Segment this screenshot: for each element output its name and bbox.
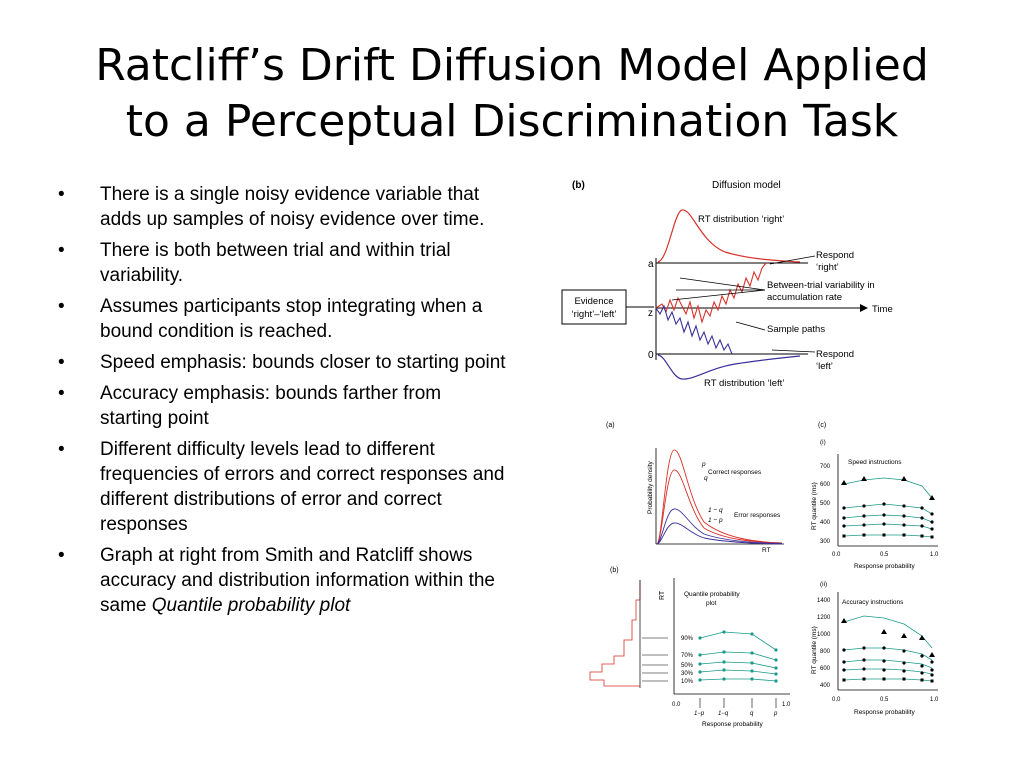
x-mark-label: 1−p <box>694 711 705 717</box>
bullet-item <box>58 238 508 288</box>
x-tick-label: 0.0 <box>832 552 841 558</box>
y-tick-label: 600 <box>820 482 831 488</box>
bullet-glyph: • <box>58 352 65 373</box>
bullet-item <box>58 381 508 431</box>
x-tick-label: 1.0 <box>782 702 791 708</box>
bullet-text: There is a single noisy evidence variable that adds up samples of noisy evidence over time. <box>100 184 485 230</box>
bullet-text: Assumes participants stop integrating when a bound condition is reached. <box>100 296 483 342</box>
x-tick-label: 0.0 <box>672 702 681 708</box>
density-1q-label: 1 − q <box>708 507 723 514</box>
bullet-text: Graph at right from Smith and Ratcliff shows accuracy and distribution information within the same <box>100 545 495 616</box>
density-figure <box>604 418 794 558</box>
bullet-item <box>58 350 508 375</box>
panel-label: (b) <box>610 567 619 574</box>
y-tick-label: 400 <box>820 683 831 689</box>
bullet-glyph: • <box>58 184 65 205</box>
quantile-arrows <box>642 638 668 681</box>
schematic-points <box>698 630 777 682</box>
variability-arrow <box>672 290 765 300</box>
density-ylabel: Probability density <box>647 461 654 514</box>
bound-a-label: a <box>648 259 654 270</box>
correct-density-p <box>657 450 782 544</box>
speed-ylabel: RT quantile (ms) <box>811 482 818 530</box>
speed-xlabel: Response probability <box>854 563 915 570</box>
probability-arrows <box>700 698 776 708</box>
respond-left-arrow <box>772 350 815 352</box>
bound-0-label: 0 <box>648 350 654 361</box>
quantile-label: 30% <box>681 671 694 677</box>
x-tick-label: 0.0 <box>832 697 841 703</box>
y-tick-label: 1400 <box>817 598 831 604</box>
quantile-label: 70% <box>681 653 694 659</box>
time-label: Time <box>872 304 893 315</box>
rt-left-label: RT distribution ‘left’ <box>704 378 785 389</box>
x-mark-label: p <box>774 711 778 717</box>
bullet-glyph: • <box>58 545 65 566</box>
quantile-label: 90% <box>681 636 694 642</box>
density-q-label: q <box>704 475 708 482</box>
x-tick-label: 0.5 <box>880 697 889 703</box>
accuracy-ylabel: RT quantile (ms) <box>811 626 818 674</box>
bullet-glyph: • <box>58 296 65 317</box>
bullet-italic-text: Quantile probability plot <box>151 595 351 616</box>
bullet-text: Accuracy emphasis: bounds farther from starting point <box>100 383 442 429</box>
bullet-glyph: • <box>58 439 65 460</box>
speed-title: Speed instructions <box>848 459 902 466</box>
bullet-text: Different difficulty levels lead to different frequencies of errors and correct responses and different distributions of error and correct responses <box>100 439 505 535</box>
sample-path-left <box>656 306 732 354</box>
schematic-ylabel: RT <box>659 590 666 600</box>
accuracy-quantile-figure <box>804 578 964 724</box>
panel-label: (c) <box>818 422 827 429</box>
sample-path-arrow <box>736 322 765 330</box>
rt-left-curve <box>658 355 800 379</box>
slide-title-line-1: Ratcliff’s Drift Diffusion Model Applied <box>95 40 929 91</box>
speed-quantile-curves <box>844 478 932 537</box>
y-tick-label: 1000 <box>817 632 831 638</box>
y-tick-label: 700 <box>820 464 831 470</box>
schematic-xlabel: Response probability <box>702 721 763 728</box>
bullet-list <box>58 182 508 624</box>
accuracy-quantile-curves <box>844 616 932 681</box>
sub-panel-label: (i) <box>820 439 826 446</box>
x-tick-label: 1.0 <box>930 697 939 703</box>
rt-right-label: RT distribution ‘right’ <box>698 214 785 225</box>
speed-quantile-figure <box>804 418 964 578</box>
accuracy-xlabel: Response probability <box>854 709 915 716</box>
error-density-1p <box>657 523 782 544</box>
slide-title-line-2: to a Perceptual Discrimination Task <box>125 96 899 147</box>
density-xlabel: RT <box>762 547 771 554</box>
bullet-item <box>58 182 508 232</box>
panel-label: (a) <box>606 422 615 429</box>
y-tick-label: 600 <box>820 666 831 672</box>
sample-paths-label: Sample paths <box>767 324 826 335</box>
evidence-label-2: ‘right’–‘left’ <box>571 309 617 320</box>
respond-right-label-2: ‘right’ <box>816 262 839 273</box>
slide-title <box>0 38 1024 150</box>
density-1p-label: 1 − p <box>708 517 723 524</box>
quantile-schematic-figure <box>584 560 799 730</box>
between-trial-label-1: Between-trial variability in <box>767 280 875 291</box>
diffusion-model-figure <box>560 172 920 400</box>
respond-left-label-2: ‘left’ <box>816 361 833 372</box>
start-z-label: z <box>648 308 653 319</box>
y-tick-label: 400 <box>820 520 831 526</box>
x-mark-label: 1−q <box>718 711 729 717</box>
between-trial-label-2: accumulation rate <box>767 292 842 303</box>
bullet-text: There is both between trial and within trial variability. <box>100 240 451 286</box>
panel-label: (b) <box>572 180 585 191</box>
quantile-label: 50% <box>681 663 694 669</box>
respond-right-label-1: Respond <box>816 250 855 261</box>
quantile-label: 10% <box>681 679 694 685</box>
respond-left-label-1: Respond <box>816 349 855 360</box>
y-tick-label: 800 <box>820 649 831 655</box>
error-label: Error responses <box>734 512 781 519</box>
correct-label: Correct responses <box>708 469 762 476</box>
density-p-label: p <box>702 461 706 468</box>
y-tick-label: 300 <box>820 539 831 545</box>
bullet-item <box>58 543 508 618</box>
x-tick-label: 1.0 <box>930 552 939 558</box>
x-mark-label: q <box>750 711 754 717</box>
schematic-curves <box>700 632 776 681</box>
bullet-glyph: • <box>58 383 65 404</box>
figure-title: Diffusion model <box>712 180 781 191</box>
y-tick-label: 500 <box>820 501 831 507</box>
evidence-label-1: Evidence <box>574 296 614 307</box>
bullet-text: Speed emphasis: bounds closer to starting point <box>100 352 506 373</box>
accuracy-title: Accuracy instructions <box>842 599 904 606</box>
schematic-title-1: Quantile probability <box>684 591 740 598</box>
accuracy-data-points <box>841 618 935 683</box>
schematic-title-2: plot <box>706 600 717 607</box>
y-tick-label: 1200 <box>817 615 831 621</box>
x-tick-label: 0.5 <box>880 552 889 558</box>
bullet-item <box>58 294 508 344</box>
sub-panel-label: (ii) <box>820 581 828 588</box>
rt-histogram <box>590 580 640 686</box>
time-arrow-icon <box>860 304 868 312</box>
bullet-item <box>58 437 508 537</box>
bullet-glyph: • <box>58 240 65 261</box>
